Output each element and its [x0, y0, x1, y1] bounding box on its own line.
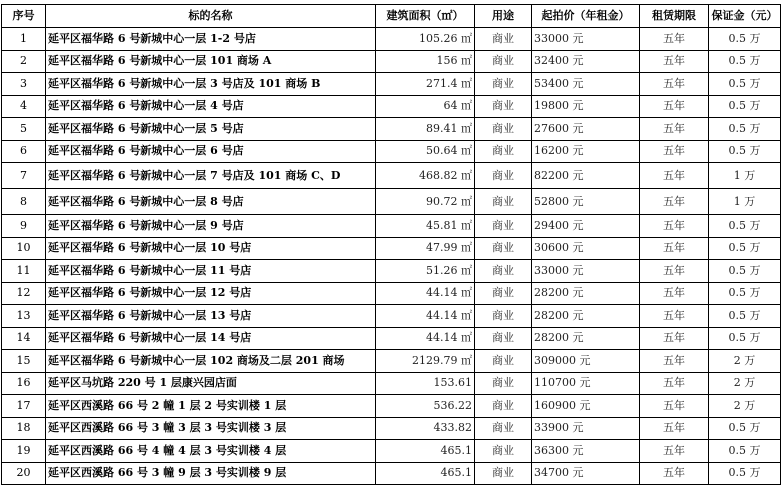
deposit-amount-cell: 0.5 万: [709, 95, 781, 118]
building-area-cell: 536.22: [376, 395, 475, 418]
building-area-cell: 105.26 ㎡: [376, 28, 475, 51]
usage-cell: 商业: [475, 50, 532, 73]
table-row: [2, 50, 781, 73]
usage-cell: 商业: [475, 462, 532, 485]
lease-term-cell: 五年: [640, 215, 709, 238]
deposit-amount-cell: 0.5 万: [709, 417, 781, 440]
property-name-cell: 延平区西溪路 66 号 2 幢 1 层 2 号实训楼 1 层: [46, 395, 376, 418]
row-number-cell: 2: [2, 50, 46, 73]
building-area-cell: 271.4 ㎡: [376, 73, 475, 96]
building-area-cell: 433.82: [376, 417, 475, 440]
row-number-cell: 15: [2, 350, 46, 373]
usage-cell: 商业: [475, 395, 532, 418]
starting-price-cell: 53400 元: [532, 73, 640, 96]
deposit-amount-cell: 0.5 万: [709, 327, 781, 350]
deposit-amount-cell: 0.5 万: [709, 440, 781, 463]
lease-term-cell: 五年: [640, 282, 709, 305]
starting-price-cell: 33000 元: [532, 28, 640, 51]
property-name-cell: 延平区福华路 6 号新城中心一层 102 商场及二层 201 商场: [46, 350, 376, 373]
deposit-amount-cell: 0.5 万: [709, 50, 781, 73]
header-cell-name: 标的名称: [46, 5, 376, 28]
property-name-cell: 延平区福华路 6 号新城中心一层 14 号店: [46, 327, 376, 350]
starting-price-cell: 52800 元: [532, 189, 640, 215]
starting-price-cell: 32400 元: [532, 50, 640, 73]
lease-term-cell: 五年: [640, 163, 709, 189]
lease-term-cell: 五年: [640, 140, 709, 163]
deposit-amount-cell: 0.5 万: [709, 260, 781, 283]
deposit-amount-cell: 2 万: [709, 395, 781, 418]
usage-cell: 商业: [475, 327, 532, 350]
row-number-cell: 6: [2, 140, 46, 163]
usage-cell: 商业: [475, 417, 532, 440]
starting-price-cell: 28200 元: [532, 305, 640, 328]
lease-term-cell: 五年: [640, 50, 709, 73]
building-area-cell: 2129.79 ㎡: [376, 350, 475, 373]
header-cell-term: 租赁期限: [640, 5, 709, 28]
header-cell-no: 序号: [2, 5, 46, 28]
table-row: [2, 73, 781, 96]
lease-term-cell: 五年: [640, 372, 709, 395]
lease-term-cell: 五年: [640, 305, 709, 328]
row-number-cell: 19: [2, 440, 46, 463]
table-row: [2, 215, 781, 238]
property-name-cell: 延平区福华路 6 号新城中心一层 10 号店: [46, 237, 376, 260]
starting-price-cell: 110700 元: [532, 372, 640, 395]
usage-cell: 商业: [475, 440, 532, 463]
usage-cell: 商业: [475, 28, 532, 51]
table-row: [2, 305, 781, 328]
usage-cell: 商业: [475, 260, 532, 283]
property-name-cell: 延平区福华路 6 号新城中心一层 8 号店: [46, 189, 376, 215]
table-row: [2, 189, 781, 215]
building-area-cell: 47.99 ㎡: [376, 237, 475, 260]
lease-term-cell: 五年: [640, 73, 709, 96]
property-name-cell: 延平区西溪路 66 号 3 幢 3 层 3 号实训楼 3 层: [46, 417, 376, 440]
deposit-amount-cell: 1 万: [709, 163, 781, 189]
starting-price-cell: 33000 元: [532, 260, 640, 283]
starting-price-cell: 36300 元: [532, 440, 640, 463]
building-area-cell: 465.1: [376, 440, 475, 463]
usage-cell: 商业: [475, 215, 532, 238]
row-number-cell: 9: [2, 215, 46, 238]
table-row: [2, 260, 781, 283]
lease-term-cell: 五年: [640, 237, 709, 260]
usage-cell: 商业: [475, 140, 532, 163]
deposit-amount-cell: 0.5 万: [709, 73, 781, 96]
deposit-amount-cell: 0.5 万: [709, 215, 781, 238]
deposit-amount-cell: 0.5 万: [709, 140, 781, 163]
header-row: [2, 5, 781, 28]
deposit-amount-cell: 2 万: [709, 350, 781, 373]
deposit-amount-cell: 0.5 万: [709, 28, 781, 51]
property-name-cell: 延平区马坑路 220 号 1 层康兴园店面: [46, 372, 376, 395]
lease-term-cell: 五年: [640, 28, 709, 51]
row-number-cell: 18: [2, 417, 46, 440]
lease-term-cell: 五年: [640, 395, 709, 418]
usage-cell: 商业: [475, 189, 532, 215]
property-name-cell: 延平区福华路 6 号新城中心一层 3 号店及 101 商场 B: [46, 73, 376, 96]
property-name-cell: 延平区福华路 6 号新城中心一层 11 号店: [46, 260, 376, 283]
deposit-amount-cell: 0.5 万: [709, 282, 781, 305]
usage-cell: 商业: [475, 118, 532, 141]
usage-cell: 商业: [475, 305, 532, 328]
property-name-cell: 延平区福华路 6 号新城中心一层 5 号店: [46, 118, 376, 141]
building-area-cell: 45.81 ㎡: [376, 215, 475, 238]
lease-term-cell: 五年: [640, 189, 709, 215]
property-name-cell: 延平区福华路 6 号新城中心一层 1-2 号店: [46, 28, 376, 51]
header-cell-deposit: 保证金（元）: [709, 5, 781, 28]
property-name-cell: 延平区福华路 6 号新城中心一层 7 号店及 101 商场 C、D: [46, 163, 376, 189]
building-area-cell: 50.64 ㎡: [376, 140, 475, 163]
starting-price-cell: 28200 元: [532, 282, 640, 305]
building-area-cell: 90.72 ㎡: [376, 189, 475, 215]
lease-term-cell: 五年: [640, 462, 709, 485]
building-area-cell: 156 ㎡: [376, 50, 475, 73]
table-row: [2, 417, 781, 440]
row-number-cell: 12: [2, 282, 46, 305]
building-area-cell: 153.61: [376, 372, 475, 395]
property-name-cell: 延平区西溪路 66 号 4 幢 4 层 3 号实训楼 4 层: [46, 440, 376, 463]
starting-price-cell: 16200 元: [532, 140, 640, 163]
deposit-amount-cell: 0.5 万: [709, 305, 781, 328]
lease-term-cell: 五年: [640, 118, 709, 141]
row-number-cell: 10: [2, 237, 46, 260]
starting-price-cell: 33900 元: [532, 417, 640, 440]
row-number-cell: 5: [2, 118, 46, 141]
deposit-amount-cell: 0.5 万: [709, 118, 781, 141]
starting-price-cell: 27600 元: [532, 118, 640, 141]
lease-term-cell: 五年: [640, 350, 709, 373]
deposit-amount-cell: 0.5 万: [709, 237, 781, 260]
header-cell-area: 建筑面积（㎡）: [376, 5, 475, 28]
property-name-cell: 延平区福华路 6 号新城中心一层 13 号店: [46, 305, 376, 328]
usage-cell: 商业: [475, 163, 532, 189]
lease-term-cell: 五年: [640, 417, 709, 440]
table-row: [2, 372, 781, 395]
table-row: [2, 327, 781, 350]
row-number-cell: 11: [2, 260, 46, 283]
header-cell-use: 用途: [475, 5, 532, 28]
starting-price-cell: 28200 元: [532, 327, 640, 350]
deposit-amount-cell: 1 万: [709, 189, 781, 215]
table-row: [2, 118, 781, 141]
table-row: [2, 163, 781, 189]
table-row: [2, 350, 781, 373]
starting-price-cell: 82200 元: [532, 163, 640, 189]
building-area-cell: 44.14 ㎡: [376, 282, 475, 305]
table-row: [2, 95, 781, 118]
starting-price-cell: 29400 元: [532, 215, 640, 238]
starting-price-cell: 34700 元: [532, 462, 640, 485]
usage-cell: 商业: [475, 350, 532, 373]
building-area-cell: 64 ㎡: [376, 95, 475, 118]
usage-cell: 商业: [475, 73, 532, 96]
lease-term-cell: 五年: [640, 260, 709, 283]
property-name-cell: 延平区福华路 6 号新城中心一层 9 号店: [46, 215, 376, 238]
lease-term-cell: 五年: [640, 95, 709, 118]
starting-price-cell: 19800 元: [532, 95, 640, 118]
lease-table: [1, 4, 781, 485]
starting-price-cell: 30600 元: [532, 237, 640, 260]
row-number-cell: 14: [2, 327, 46, 350]
starting-price-cell: 160900 元: [532, 395, 640, 418]
table-row: [2, 395, 781, 418]
property-name-cell: 延平区福华路 6 号新城中心一层 4 号店: [46, 95, 376, 118]
table-row: [2, 282, 781, 305]
usage-cell: 商业: [475, 95, 532, 118]
row-number-cell: 3: [2, 73, 46, 96]
building-area-cell: 89.41 ㎡: [376, 118, 475, 141]
row-number-cell: 17: [2, 395, 46, 418]
building-area-cell: 51.26 ㎡: [376, 260, 475, 283]
table-row: [2, 237, 781, 260]
header-cell-price: 起拍价（年租金）: [532, 5, 640, 28]
usage-cell: 商业: [475, 372, 532, 395]
row-number-cell: 13: [2, 305, 46, 328]
row-number-cell: 7: [2, 163, 46, 189]
deposit-amount-cell: 2 万: [709, 372, 781, 395]
table-row: [2, 462, 781, 485]
row-number-cell: 1: [2, 28, 46, 51]
building-area-cell: 468.82 ㎡: [376, 163, 475, 189]
property-name-cell: 延平区福华路 6 号新城中心一层 6 号店: [46, 140, 376, 163]
table-row: [2, 28, 781, 51]
property-name-cell: 延平区西溪路 66 号 3 幢 9 层 3 号实训楼 9 层: [46, 462, 376, 485]
row-number-cell: 20: [2, 462, 46, 485]
row-number-cell: 4: [2, 95, 46, 118]
row-number-cell: 8: [2, 189, 46, 215]
lease-term-cell: 五年: [640, 327, 709, 350]
usage-cell: 商业: [475, 282, 532, 305]
usage-cell: 商业: [475, 237, 532, 260]
building-area-cell: 44.14 ㎡: [376, 305, 475, 328]
table-row: [2, 440, 781, 463]
lease-term-cell: 五年: [640, 440, 709, 463]
table-body: [2, 28, 781, 485]
deposit-amount-cell: 0.5 万: [709, 462, 781, 485]
table-row: [2, 140, 781, 163]
row-number-cell: 16: [2, 372, 46, 395]
property-name-cell: 延平区福华路 6 号新城中心一层 12 号店: [46, 282, 376, 305]
starting-price-cell: 309000 元: [532, 350, 640, 373]
property-name-cell: 延平区福华路 6 号新城中心一层 101 商场 A: [46, 50, 376, 73]
building-area-cell: 465.1: [376, 462, 475, 485]
building-area-cell: 44.14 ㎡: [376, 327, 475, 350]
